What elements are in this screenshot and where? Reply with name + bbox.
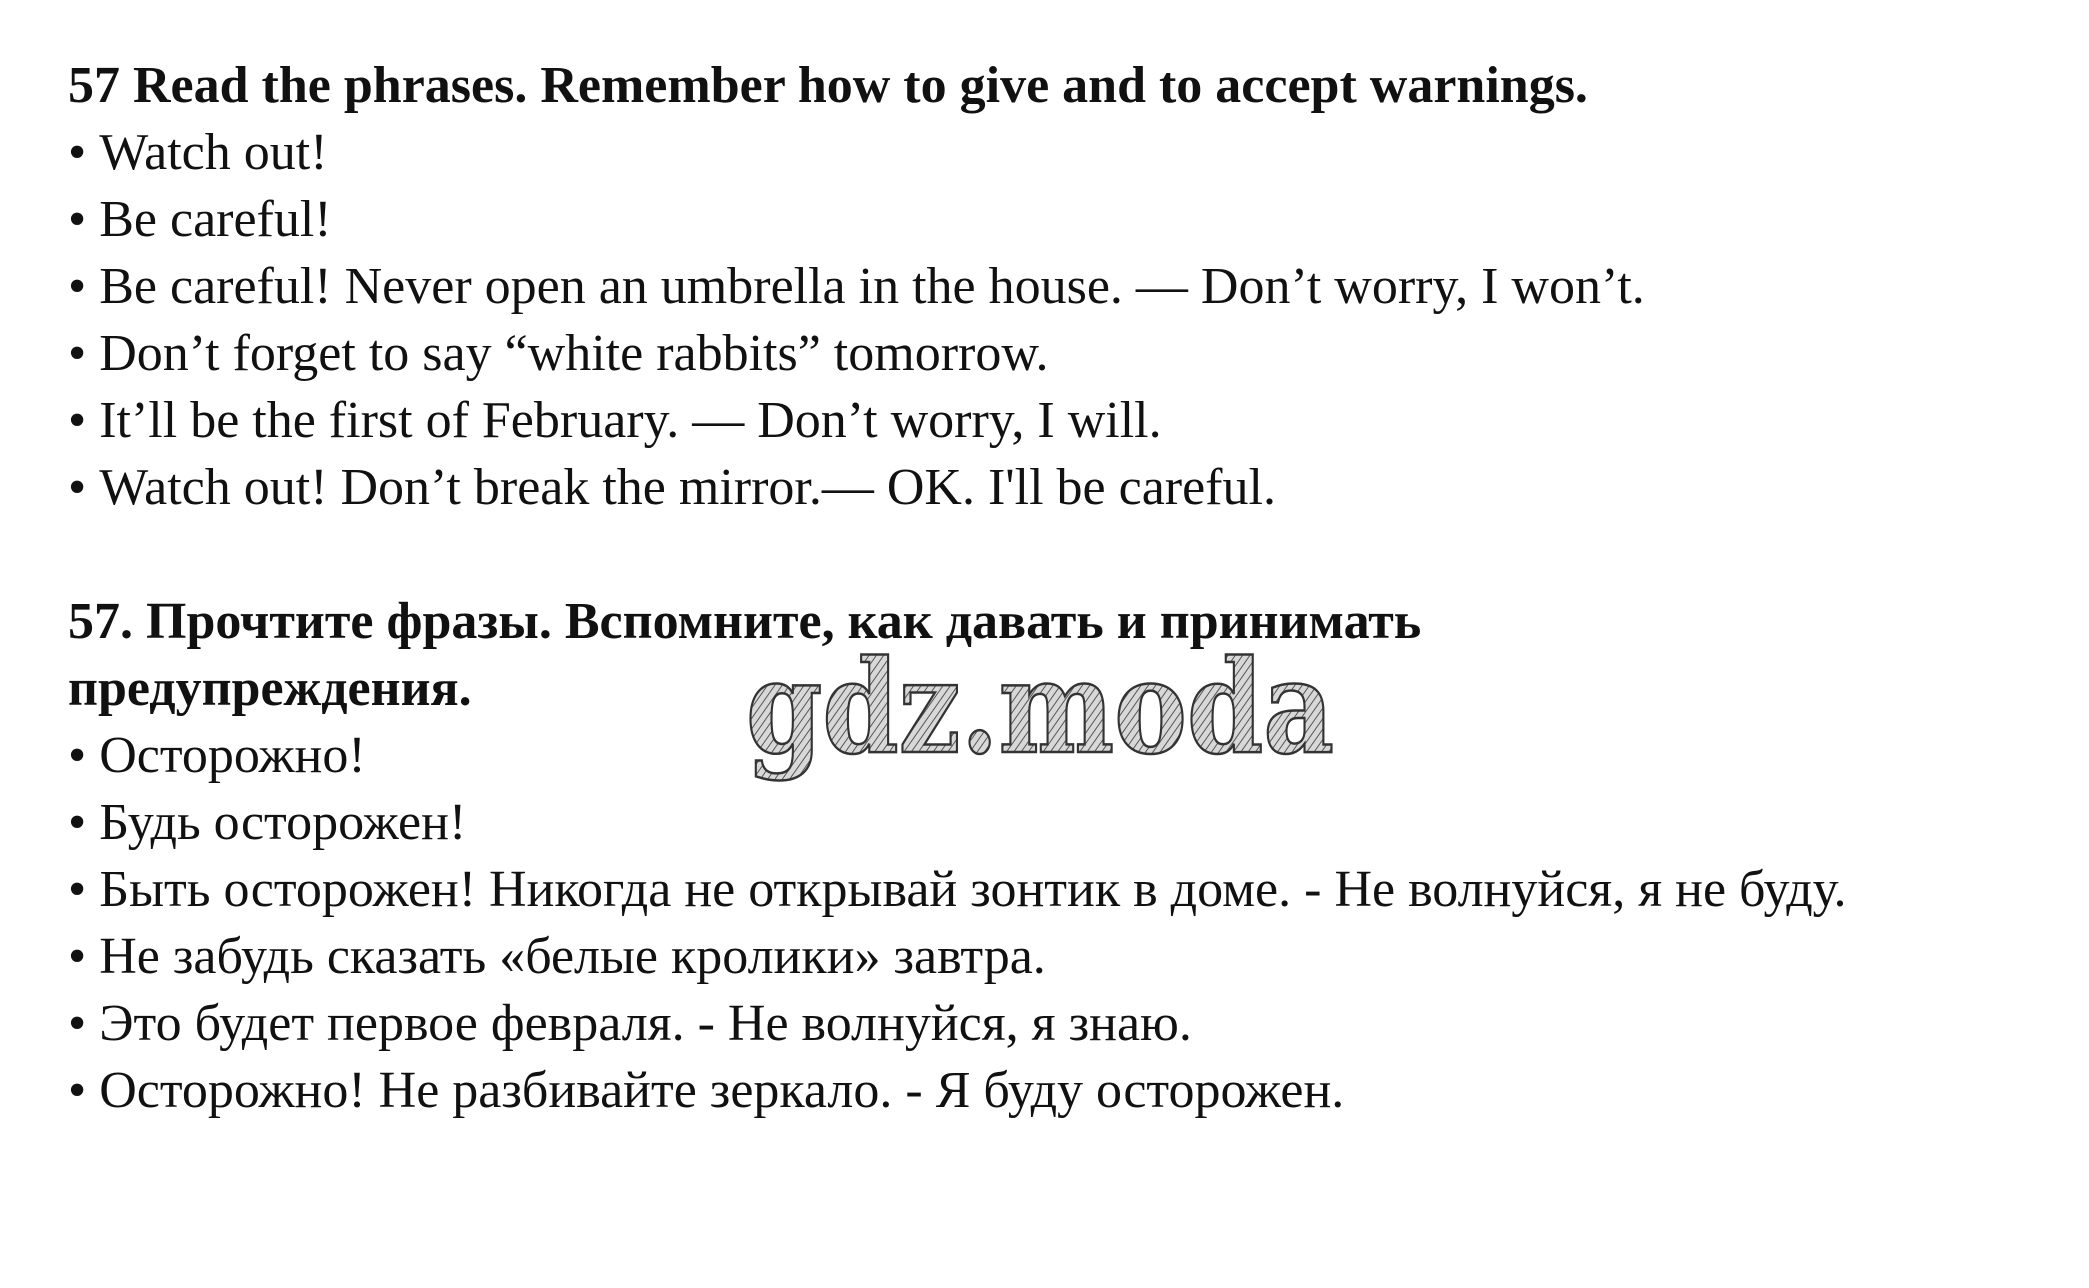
- english-item-2: • Be careful!: [68, 186, 2058, 253]
- document-page: [68, 52, 2058, 1124]
- english-item-5: • It’ll be the first of February. — Don’t worry, I will.: [68, 387, 2058, 454]
- russian-heading-line-1: 57. Прочтите фразы. Вспомните, как давать и принимать: [68, 593, 1422, 650]
- english-item-4: • Don’t forget to say “white rabbits” tomorrow.: [68, 320, 2058, 387]
- russian-item-5: • Это будет первое февраля. - Не волнуйся, я знаю.: [68, 990, 2058, 1057]
- russian-item-1: • Осторожно!: [68, 722, 2058, 789]
- section-spacer: [68, 521, 2058, 588]
- russian-item-2: • Будь осторожен!: [68, 789, 2058, 856]
- watermark-text: gdz.moda: [746, 633, 1334, 783]
- english-item-6: • Watch out! Don’t break the mirror.— OK. I'll be careful.: [68, 454, 2058, 521]
- english-item-3: • Be careful! Never open an umbrella in the house. — Don’t worry, I won’t.: [68, 253, 2058, 320]
- english-heading: 57 Read the phrases. Remember how to give and to accept warnings.: [68, 57, 1588, 114]
- russian-item-3: • Быть осторожен! Никогда не открывай зонтик в доме. - Не волнуйся, я не буду.: [68, 856, 2008, 923]
- russian-heading-line-2: предупреждения.: [68, 660, 472, 717]
- watermark-logo: [740, 633, 1340, 800]
- russian-item-6: • Осторожно! Не разбивайте зеркало. - Я буду осторожен.: [68, 1057, 2058, 1124]
- russian-item-4: • Не забудь сказать «белые кролики» завтра.: [68, 923, 2058, 990]
- english-item-1: • Watch out!: [68, 119, 2058, 186]
